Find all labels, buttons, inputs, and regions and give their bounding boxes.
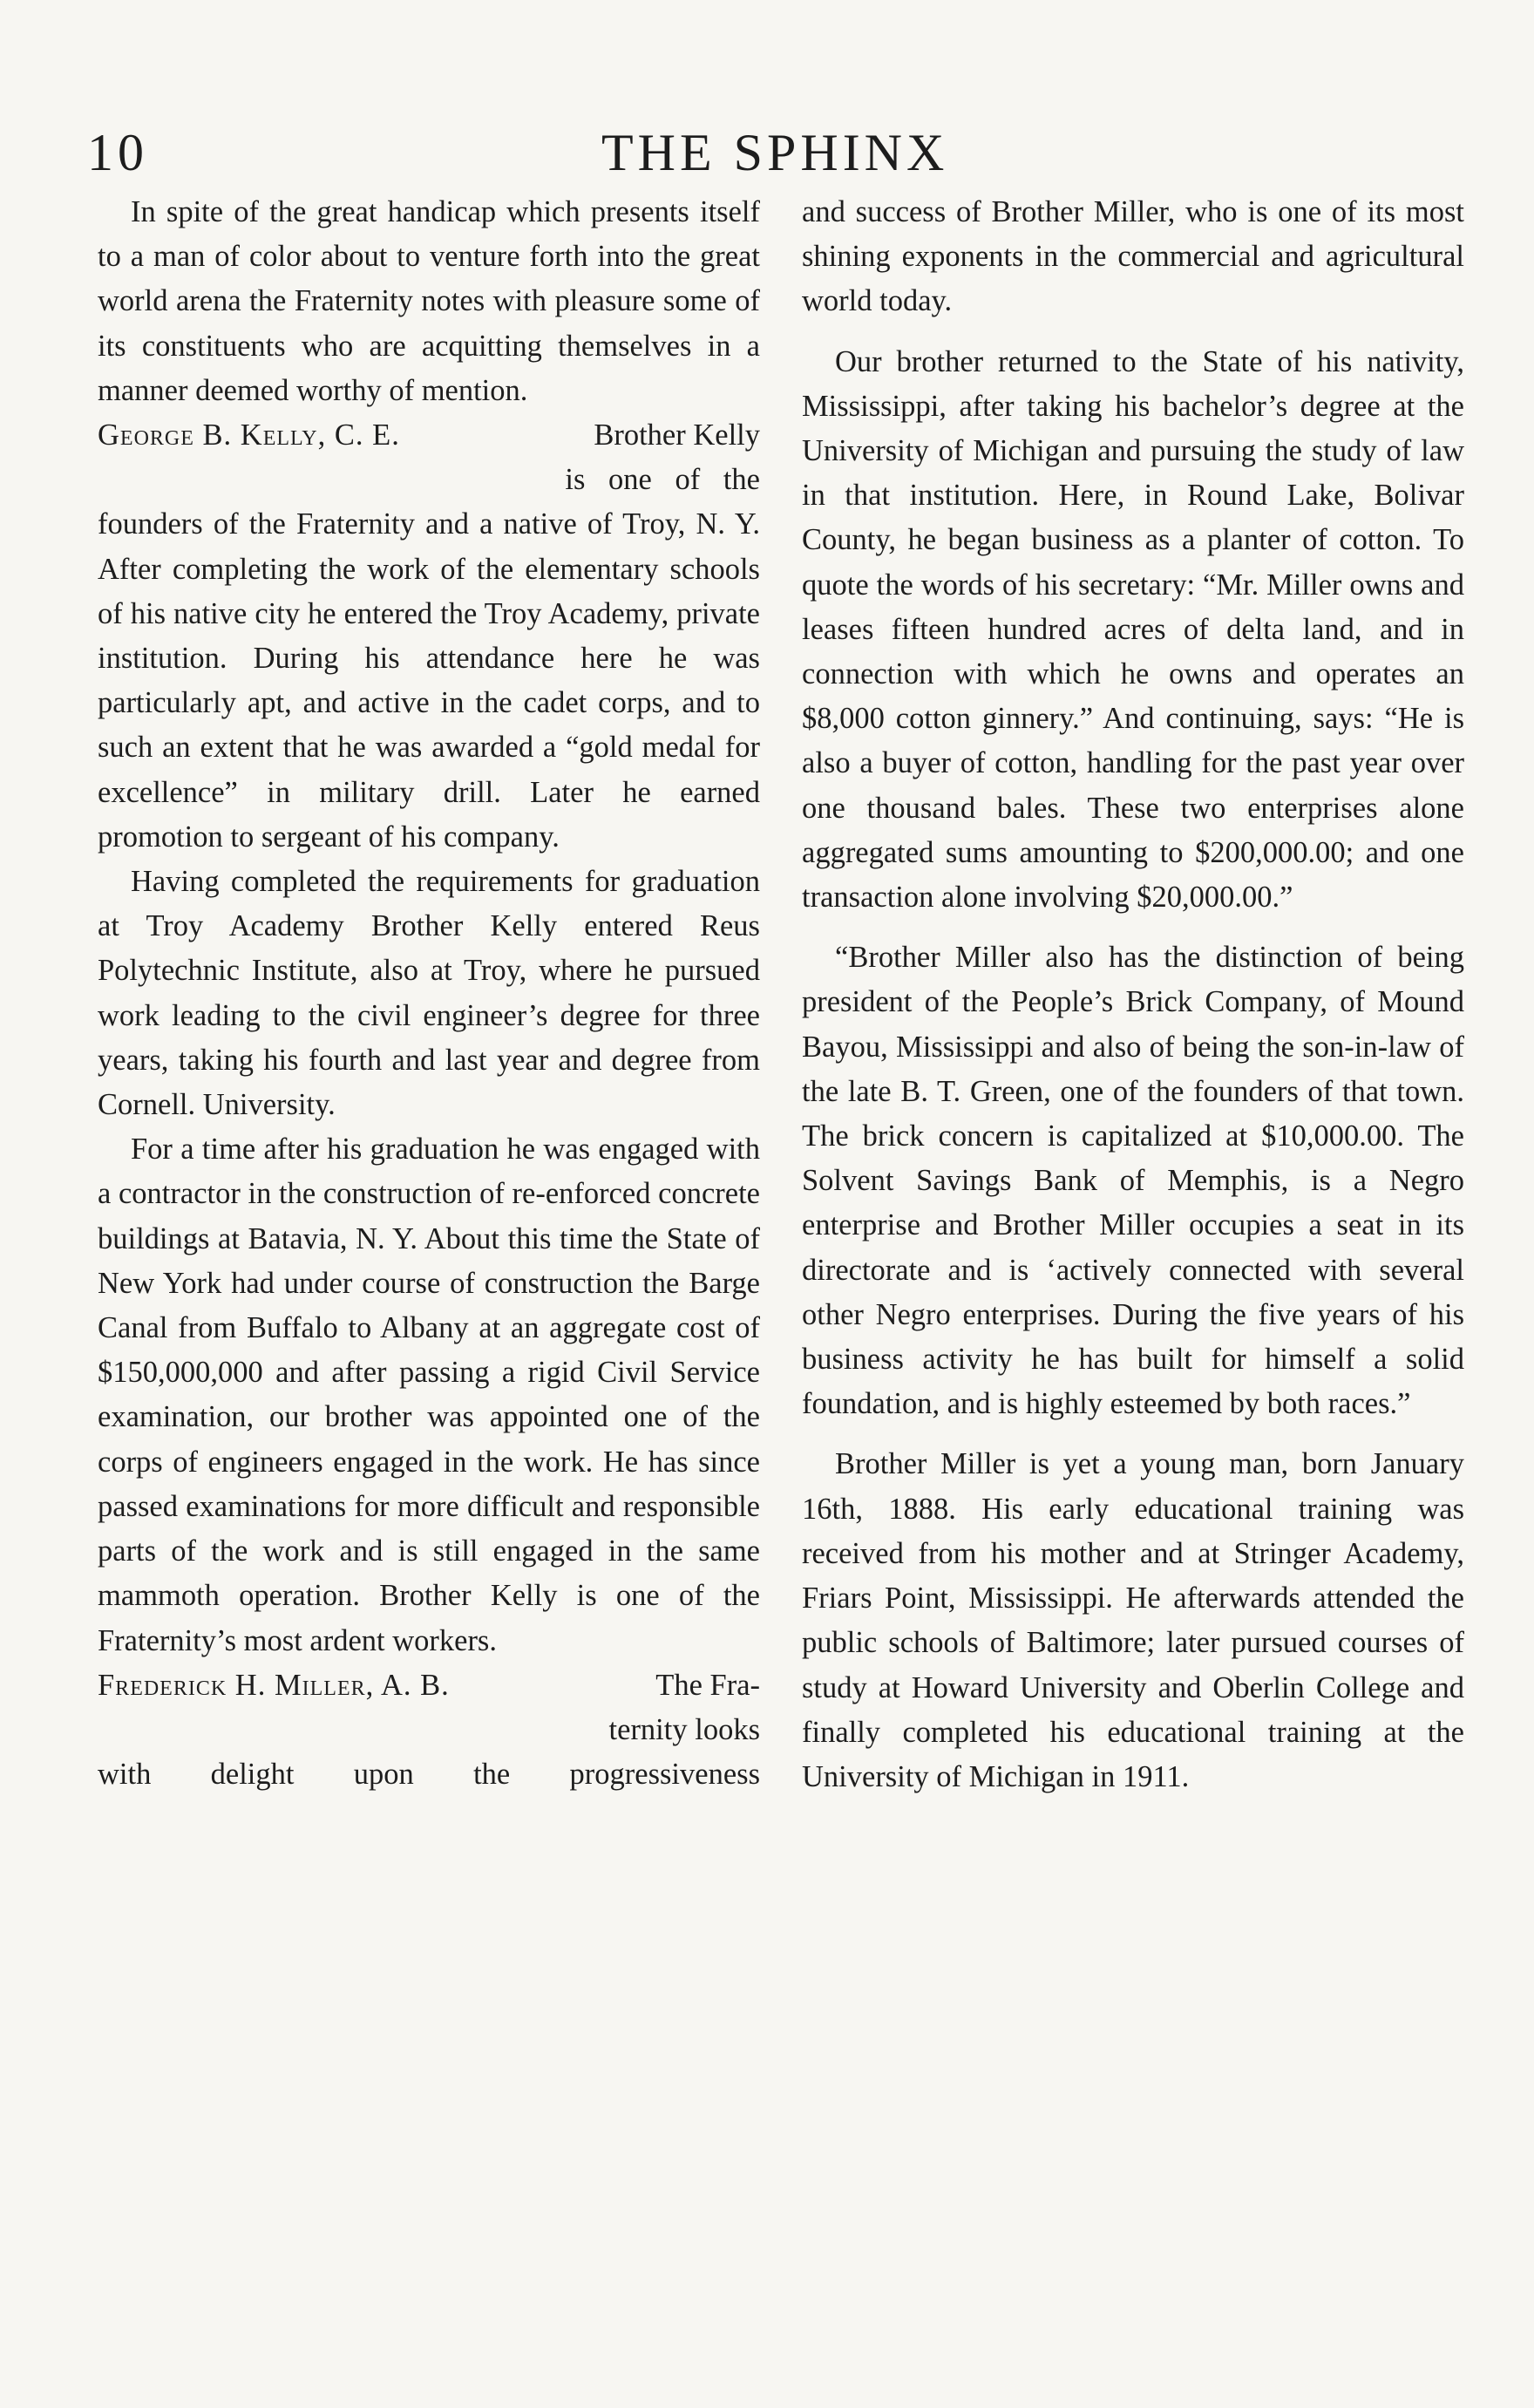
miller-paragraph-3: “Brother Miller also has the distinction of being president of the People’s Brick Company, of Mound Bayou, Mississippi and also of being the son-in-law of the late B. T. Green, one of the founders of that town. The brick concern is capitalized at $10,000.00. The Solvent Savings Bank of Memphis, is a Negro enterprise and Brother Miller occupies a seat in its directorate and is ‘actively connected with several other Negro enterprises. During the five years of his business activity he has built for himself a solid foundation, and is highly esteemed by both races.”: [802, 941, 1464, 1421]
miller-paragraph-2: Our brother returned to the State of his nativity, Mississippi, after taking his bachelor’s degree at the University of Michigan and pursuing the study of law in that institution. Here, in Round Lake, Bolivar County, he began business as a planter of cotton. To quote the words of his secretary: “Mr. Miller owns and leases fifteen hundred acres of delta land, and in connection with which he owns and operates an $8,000 cotton ginnery.” And continuing, says: “He is also a buyer of cotton, handling for the past year over one thousand bales. These two enterprises alone aggregated sums amounting to $200,000.00; and one transaction alone involving $20,000.00.”: [802, 344, 1464, 915]
page-header: [0, 122, 1534, 183]
kelly-paragraph-3: For a time after his graduation he was engaged with a contractor in the construction of re-enforced concrete buildings at Batavia, N. Y. About this time the State of New York had under course of construction the Barge Canal from Buffalo to Albany at an aggregate cost of $150,000,000 and after passing a rigid Civil Service examination, our brother was appointed one of the corps of engineers engaged in the work. He has since passed examinations for more difficult and responsible parts of the work and is still engaged in the same mammoth operation. Brother Kelly is one of the Fraternity’s most ardent workers.: [98, 1133, 760, 1657]
kelly-paragraph-1: founders of the Fraternity and a native of Troy, N. Y. After completing the work of the elementary schools of his native city he entered the Troy Academy, private institution. During his attendance here he was particularly apt, and active in the cadet corps, and to such an extent that he was awarded a “gold medal for excellence” in military drill. Later he earned promotion to sergeant of his company.: [98, 507, 760, 854]
left-column: [98, 190, 760, 1797]
intro-paragraph: In spite of the great handicap which presents itself to a man of color about to venture forth into the great world arena the Fraternity notes with pleasure some of its constituents who are acquitting themselves in a manner deemed worthy of mention.: [98, 195, 760, 407]
running-title: THE SPHINX: [601, 124, 949, 181]
miller-section-start: [98, 1663, 760, 1798]
right-column: [802, 190, 1464, 1799]
miller-lead-1: The Fra-: [655, 1668, 760, 1702]
page-number: 10: [87, 124, 148, 181]
kelly-lead-2: is one of the: [565, 463, 760, 497]
miller-paragraph-1: and success of Brother Miller, who is one of its most shining exponents in the commercial and agricultural world today.: [802, 195, 1464, 318]
kelly-section-start: [98, 413, 760, 502]
miller-lead-3: with delight upon the progressiveness: [98, 1758, 760, 1792]
miller-lead-2: ternity looks: [608, 1712, 760, 1746]
kelly-lead-1: Brother Kelly: [594, 418, 760, 452]
kelly-paragraph-2: Having completed the requirements for graduation at Troy Academy Brother Kelly entered Reus Polytechnic Institute, also at Troy, where he pursued work leading to the civil engineer’s degree for three years, taking his fourth and last year and degree from Cornell. University.: [98, 865, 760, 1122]
miller-heading: Frederick H. Miller, A. B.: [98, 1668, 450, 1702]
kelly-heading: George B. Kelly, C. E.: [98, 418, 400, 452]
miller-paragraph-4: Brother Miller is yet a young man, born January 16th, 1888. His early educational training was received from his mother and at Stringer Academy, Friars Point, Mississippi. He afterwards attended the public schools of Baltimore; later pursued courses of study at Howard University and Oberlin College and finally completed his educational training at the University of Michigan in 1911.: [802, 1447, 1464, 1793]
